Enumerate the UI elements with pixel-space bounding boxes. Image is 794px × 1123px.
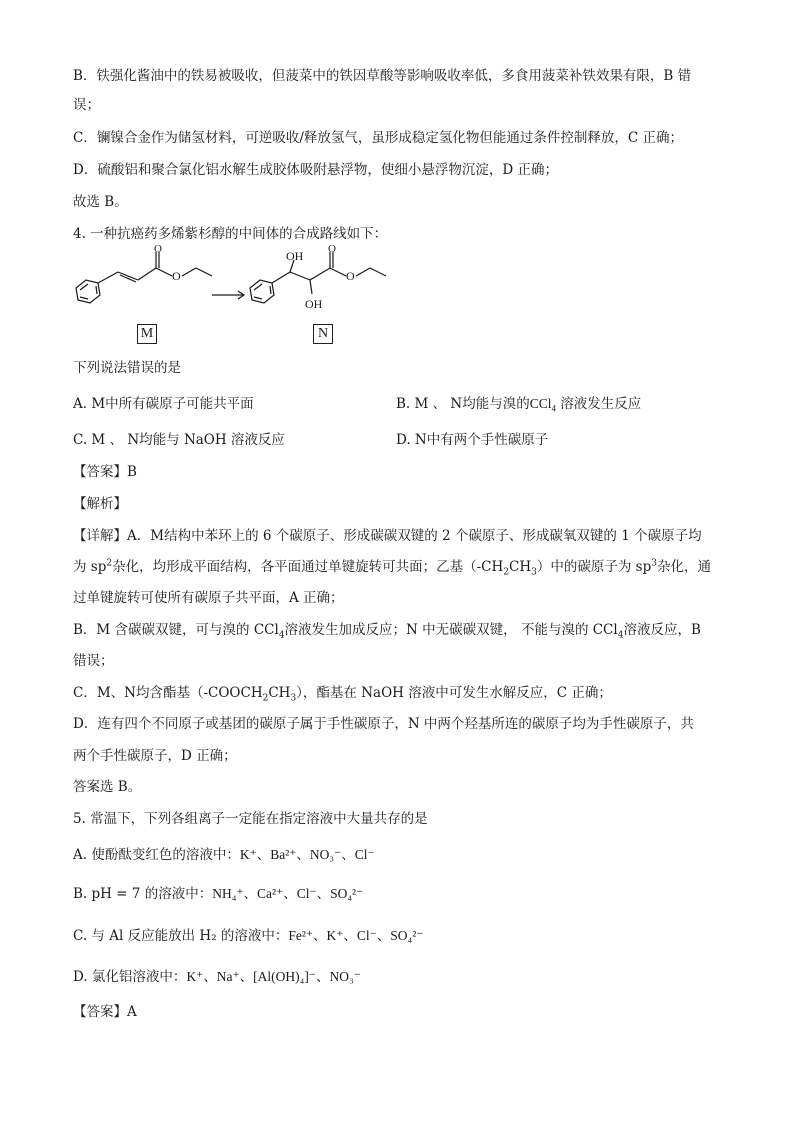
q5-option-d <box>73 967 361 987</box>
ions: K⁺、Ba²⁺、NO₃⁻、Cl⁻ <box>239 847 375 862</box>
text: ）中的碳原子为 sp <box>536 559 652 575</box>
label-m: M <box>137 324 157 344</box>
text: 杂化，均形成平面结构，各平面通过单键旋转可共面；乙基（-CH <box>112 559 504 575</box>
explanation-line <box>73 620 701 640</box>
hydroxyl-label: OH <box>286 249 304 263</box>
detail-label: 【详解】 <box>73 528 127 544</box>
answer-label: 【答案】 <box>73 1004 127 1020</box>
text: 为 sp <box>73 559 107 575</box>
text-line: C．镧镍合金作为储氢材料，可逆吸收/释放氢气，虽形成稳定氢化物但能通过条件控制释放，C 正确； <box>73 130 683 146</box>
svg-text:O: O <box>154 243 162 255</box>
answer-value: A <box>127 1004 137 1020</box>
answer-line <box>73 462 137 482</box>
option-b-sub: 4 <box>551 403 556 414</box>
label-n: N <box>313 324 333 344</box>
text-line: B．铁强化酱油中的铁易被吸收，但菠菜中的铁因草酸等影响吸收率低，多食用菠菜补铁效果有限，B 错 <box>73 68 692 84</box>
text: C. 与 Al 反应能放出 H₂ 的溶液中： <box>73 928 289 944</box>
text: B．M 含碳碳双键，可与溴的 CCl <box>73 622 279 638</box>
ions: NH₄⁺、Ca²⁺、Cl⁻、SO₄²⁻ <box>212 886 364 901</box>
text: A. 使酚酞变红色的溶液中： <box>73 847 240 863</box>
sub: 2 <box>503 567 510 578</box>
analysis-label: 【解析】 <box>73 496 127 512</box>
option-b <box>396 394 641 414</box>
sup: 3 <box>651 558 657 569</box>
ions: Fe²⁺、K⁺、Cl⁻、SO₄²⁻ <box>288 928 424 943</box>
answer-value: B <box>127 464 137 480</box>
option-b-tail: 溶液发生反应 <box>556 396 642 412</box>
explanation-line: 过单键旋转可使所有碳原子共平面，A 正确； <box>73 590 344 606</box>
option-b-chem: CCl <box>529 396 552 411</box>
text: B. pH = 7 的溶液中： <box>73 886 213 902</box>
explanation-line <box>73 557 711 577</box>
sub: 3 <box>531 567 537 578</box>
sup: 2 <box>106 558 113 569</box>
text: 溶液反应，B <box>623 622 701 638</box>
hydroxyl-label: OH <box>305 297 323 311</box>
question-prompt: 下列说法错误的是 <box>73 360 181 376</box>
explanation-line <box>73 683 612 703</box>
explanation-line: 答案选 B。 <box>73 779 142 795</box>
text: ），酯基在 NaOH 溶液中可发生水解反应，C 正确； <box>296 685 612 701</box>
sub: 4 <box>278 630 285 641</box>
sub: 2 <box>262 693 269 704</box>
q5-option-c <box>73 926 423 946</box>
svg-text:O: O <box>328 243 336 255</box>
svg-text:O: O <box>346 269 355 283</box>
q5-option-a <box>73 845 375 865</box>
text-line: 误； <box>73 97 100 113</box>
option-d: D. N中有两个手性碳原子 <box>396 432 549 448</box>
sub: 3 <box>290 693 297 704</box>
text: 溶液发生加成反应；N 中无碳碳双键， 不能与溴的 CCl <box>284 622 618 638</box>
text-line: D．硫酸铝和聚合氯化铝水解生成胶体吸附悬浮物，使细小悬浮物沉淀，D 正确； <box>73 162 558 178</box>
text: D. 氯化铝溶液中： <box>73 969 187 985</box>
q5-option-b <box>73 884 363 904</box>
question-4-stem: 4. 一种抗癌药多烯紫杉醇的中间体的合成路线如下： <box>73 226 388 242</box>
answer-line <box>73 1002 137 1022</box>
explanation-text: A．M结构中苯环上的 6 个碳原子、形成碳碳双键的 2 个碳原子、形成碳氧双键的 1 个碳原子均 <box>127 528 702 544</box>
option-a: A. M中所有碳原子可能共平面 <box>73 396 254 412</box>
explanation-line: D．连有四个不同原子或基团的碳原子属于手性碳原子，N 中两个羟基所连的碳原子均为手性碳原子，共 <box>73 716 694 732</box>
explanation-line <box>73 526 702 546</box>
text: 杂化，通 <box>656 559 711 575</box>
explanation-line: 错误； <box>73 653 114 669</box>
ions: K⁺、Na⁺、[Al(OH)₄]⁻、NO₃⁻ <box>186 969 361 984</box>
explanation-line: 两个手性碳原子，D 正确； <box>73 748 237 764</box>
option-b-text: B. M 、 N均能与溴的 <box>396 396 530 412</box>
sub: 4 <box>617 630 624 641</box>
question-5-stem: 5. 常温下，下列各组离子一定能在指定溶液中大量共存的是 <box>73 811 428 827</box>
option-c: C. M 、 N均能与 NaOH 溶液反应 <box>73 432 285 448</box>
text-line: 故选 B。 <box>73 194 128 210</box>
text: C．M、N均含酯基（-COOCH <box>73 685 263 701</box>
reaction-diagram <box>68 243 408 320</box>
synthesis-scheme <box>68 243 408 324</box>
answer-label: 【答案】 <box>73 464 127 480</box>
svg-text:O: O <box>172 269 181 283</box>
text: CH <box>509 559 532 575</box>
text: CH <box>268 685 291 701</box>
